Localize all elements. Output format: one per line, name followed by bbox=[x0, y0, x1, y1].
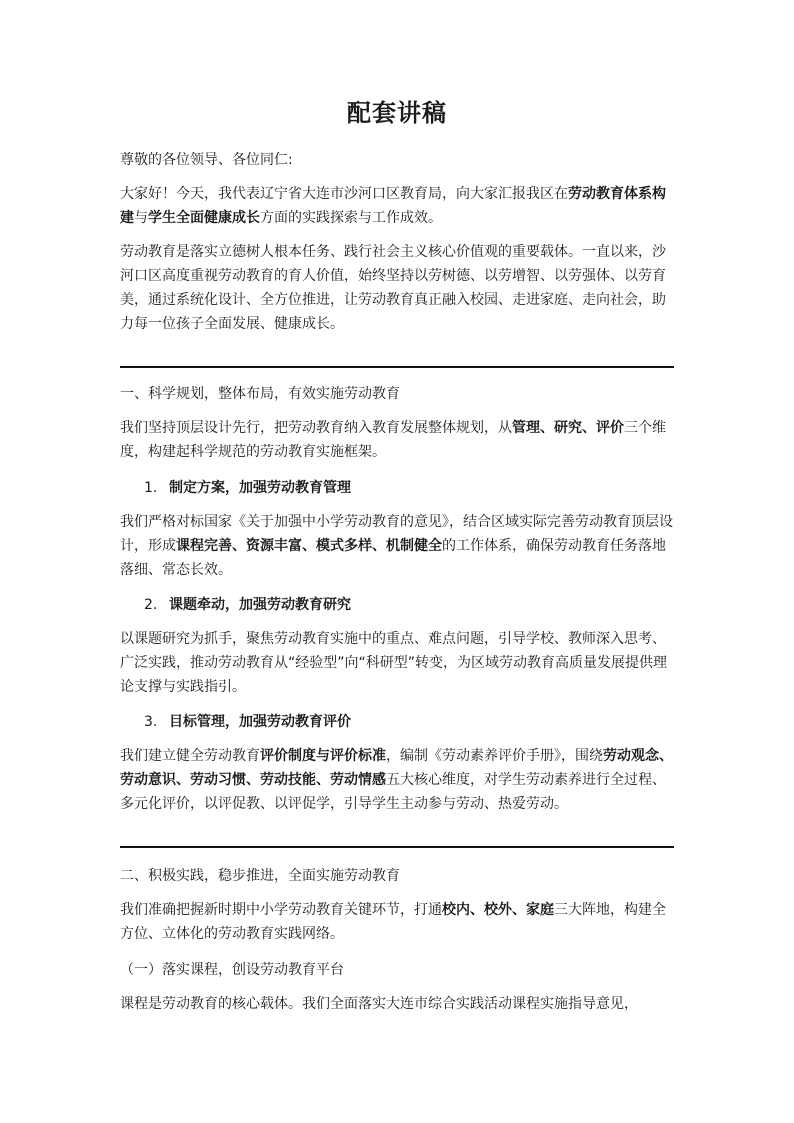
emphasis-text: 劳动教育体系构建 bbox=[120, 186, 666, 226]
emphasis-text: 校内、校外、家庭 bbox=[442, 902, 554, 918]
body-text: 三大阵地，构建全方位、立体化的劳动教育实践网络。 bbox=[120, 902, 666, 942]
item-number: 1. bbox=[144, 480, 158, 496]
section-1-intro bbox=[120, 416, 674, 464]
emphasis-text: 劳动观念、劳动意识、劳动习惯、劳动技能、劳动情感 bbox=[120, 748, 673, 788]
section-1-item-1-title bbox=[144, 476, 674, 500]
section-2-subheading: （一）落实课程，创设劳动教育平台 bbox=[120, 962, 344, 978]
intro-paragraph-2: 劳动教育是落实立德树人根本任务、践行社会主义核心价值观的重要载体。一直以来，沙河口区高度重视劳动教育的育人价值，始终坚持以劳树德、以劳增智、以劳强体、以劳育美，通过系统化设计、全方位推进，让劳动教育真正融入校园、走进家庭、走向社会，助力每一位孩子全面发展、健康成长。 bbox=[120, 244, 666, 332]
body-text: 我们坚持顶层设计先行，把劳动教育纳入教育发展整体规划，从 bbox=[120, 420, 512, 436]
emphasis-text: 评价制度与评价标准 bbox=[260, 748, 386, 764]
section-2-heading: 二、积极实践，稳步推进，全面实施劳动教育 bbox=[120, 868, 400, 884]
item-title: 制定方案，加强劳动教育管理 bbox=[169, 480, 351, 496]
body-text: 与 bbox=[134, 210, 148, 226]
section-1-item-3-title bbox=[144, 710, 674, 734]
body-text: 我们准确把握新时期中小学劳动教育关键环节，打通 bbox=[120, 902, 442, 918]
section-1-heading: 一、科学规划，整体布局，有效实施劳动教育 bbox=[120, 386, 400, 402]
body-text: 的工作体系，确保劳动教育任务落地落细、常态长效。 bbox=[120, 538, 666, 578]
section-1-item-2-body bbox=[120, 627, 674, 699]
item-title: 课题牵动，加强劳动教育研究 bbox=[169, 597, 351, 613]
section-2-body: 课程是劳动教育的核心载体。我们全面落实大连市综合实践活动课程实施指导意见， bbox=[120, 996, 638, 1012]
section-1-item-1-body bbox=[120, 510, 674, 582]
emphasis-text: 课程完善、资源丰富、模式多样、机制健全 bbox=[176, 538, 442, 554]
section-1-item-3-body bbox=[120, 744, 674, 816]
section-divider bbox=[120, 366, 674, 368]
intro-paragraph-1 bbox=[120, 182, 674, 230]
emphasis-text: 学生全面健康成长 bbox=[148, 210, 260, 226]
body-text: 大家好！今天，我代表辽宁省大连市沙河口区教育局，向大家汇报我区在 bbox=[120, 186, 568, 202]
greeting: 尊敬的各位领导、各位同仁: bbox=[120, 152, 293, 168]
body-text: 三个维度，构建起科学规范的劳动教育实施框架。 bbox=[120, 420, 666, 460]
body-text: 方面的实践探索与工作成效。 bbox=[260, 210, 442, 226]
item-number: 2. bbox=[144, 597, 158, 613]
body-text: 我们严格对标国家《关于加强中小学劳动教育的意见》，结合区域实际完善劳动教育顶层设计，形成 bbox=[120, 514, 673, 554]
body-text: 五大核心维度，对学生劳动素养进行全过程、多元化评价，以评促教、以评促学，引导学生主动参与劳动、热爱劳动。 bbox=[120, 772, 666, 812]
section-1-item-2-title bbox=[144, 593, 674, 617]
body-text: 我们建立健全劳动教育 bbox=[120, 748, 260, 764]
body-text: ，编制《劳动素养评价手册》，围绕 bbox=[386, 748, 603, 764]
item-title: 目标管理，加强劳动教育评价 bbox=[169, 714, 351, 730]
body-text: 以课题研究为抓手，聚焦劳动教育实施中的重点、难点问题，引导学校、教师深入思考、广泛实践，推动劳动教育从“经验型”向“科研型”转变，为区域劳动教育高质量发展提供理论支撑与实践指引。 bbox=[120, 631, 668, 695]
item-number: 3. bbox=[144, 714, 158, 730]
emphasis-text: 管理、研究、评价 bbox=[512, 420, 624, 436]
section-2-intro bbox=[120, 898, 674, 946]
section-divider bbox=[120, 846, 674, 848]
page-title: 配套讲稿 bbox=[347, 99, 447, 127]
